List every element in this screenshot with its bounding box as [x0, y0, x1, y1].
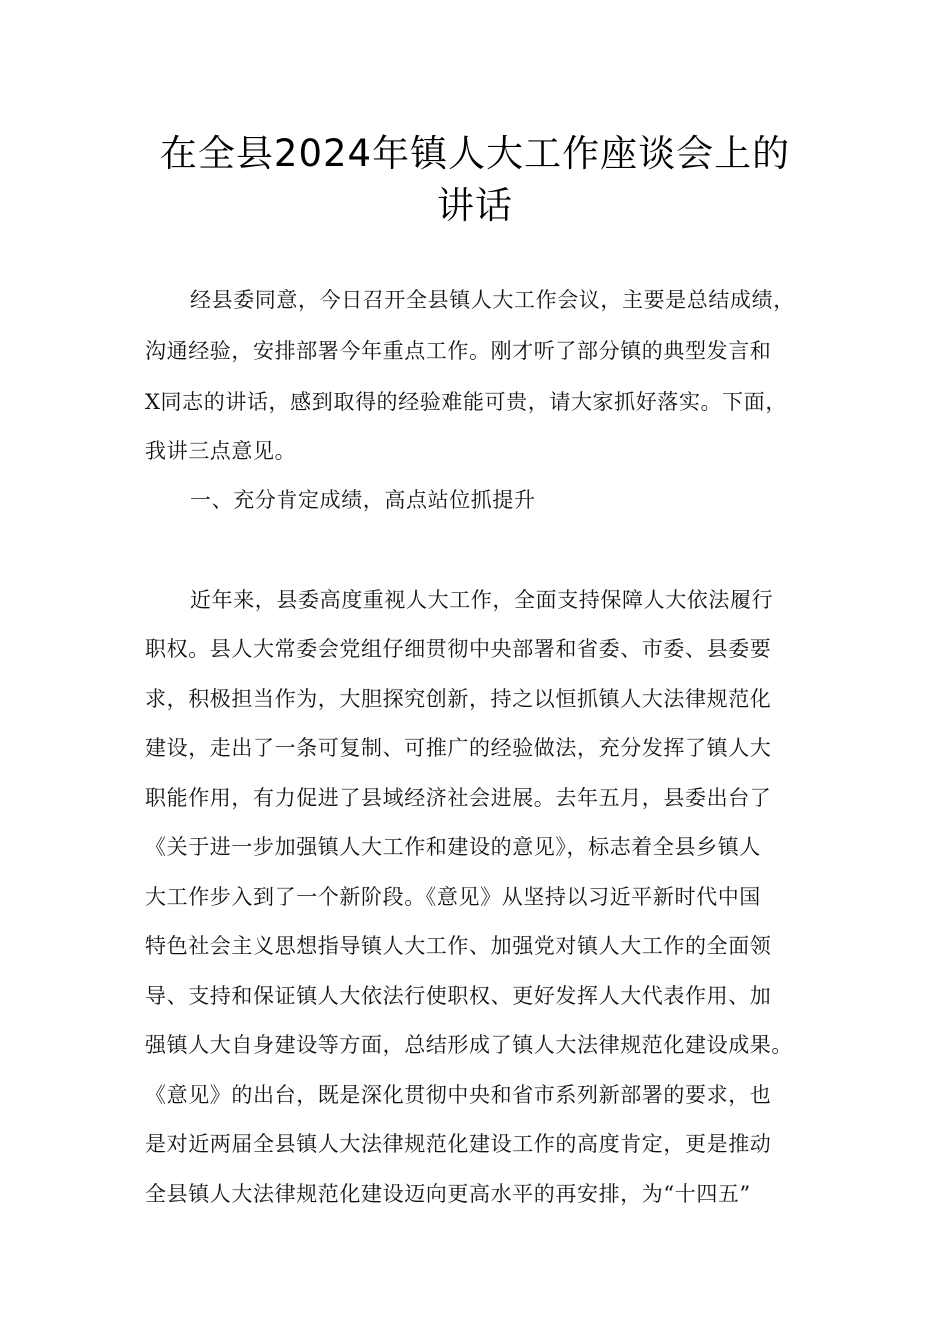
paragraph-2-line-7: 大工作步入到了一个新阶段。《意见》从坚持以习近平新时代中国 [145, 885, 761, 909]
paragraph-1-line-4: 我讲三点意见。 [145, 439, 297, 463]
paragraph-1-line-2: 沟通经验，安排部署今年重点工作。刚才听了部分镇的典型发言和 [145, 339, 772, 363]
document-title-line-1: 在全县2024年镇人大工作座谈会上的 [159, 132, 791, 175]
paragraph-2-line-8: 特色社会主义思想指导镇人大工作、加强党对镇人大工作的全面领 [145, 934, 772, 958]
document-title-line-2: 讲话 [437, 184, 513, 227]
section-heading-1: 一、充分肯定成绩，高点站位抓提升 [190, 488, 536, 512]
paragraph-2-line-10: 强镇人大自身建设等方面，总结形成了镇人大法律规范化建设成果。 [145, 1033, 793, 1057]
paragraph-2-line-2: 职权。县人大常委会党组仔细贯彻中央部署和省委、市委、县委要 [145, 637, 772, 661]
paragraph-2-line-12: 是对近两届全县镇人大法律规范化建设工作的高度肯定，更是推动 [145, 1132, 772, 1156]
paragraph-2-line-4: 建设，走出了一条可复制、可推广的经验做法，充分发挥了镇人大 [145, 736, 772, 760]
paragraph-2-line-11: 《意见》的出台，既是深化贯彻中央和省市系列新部署的要求，也 [145, 1083, 772, 1107]
paragraph-2-line-1: 近年来，县委高度重视人大工作，全面支持保障人大依法履行 [190, 588, 774, 612]
paragraph-2-line-3: 求，积极担当作为，大胆探究创新，持之以恒抓镇人大法律规范化 [145, 687, 772, 711]
paragraph-2-line-5: 职能作用，有力促进了县域经济社会进展。去年五月，县委出台了 [145, 786, 772, 810]
paragraph-1-line-3: X同志的讲话，感到取得的经验难能可贵，请大家抓好落实。下面， [145, 390, 787, 414]
paragraph-2-line-6: 《关于进一步加强镇人大工作和建设的意见》，标志着全县乡镇人 [145, 835, 761, 859]
paragraph-2-line-13: 全县镇人大法律规范化建设迈向更高水平的再安排，为“十四五” [145, 1182, 751, 1206]
paragraph-2-line-9: 导、支持和保证镇人大依法行使职权、更好发挥人大代表作用、加 [145, 984, 772, 1008]
paragraph-1-line-1: 经县委同意，今日召开全县镇人大工作会议，主要是总结成绩， [190, 288, 795, 312]
